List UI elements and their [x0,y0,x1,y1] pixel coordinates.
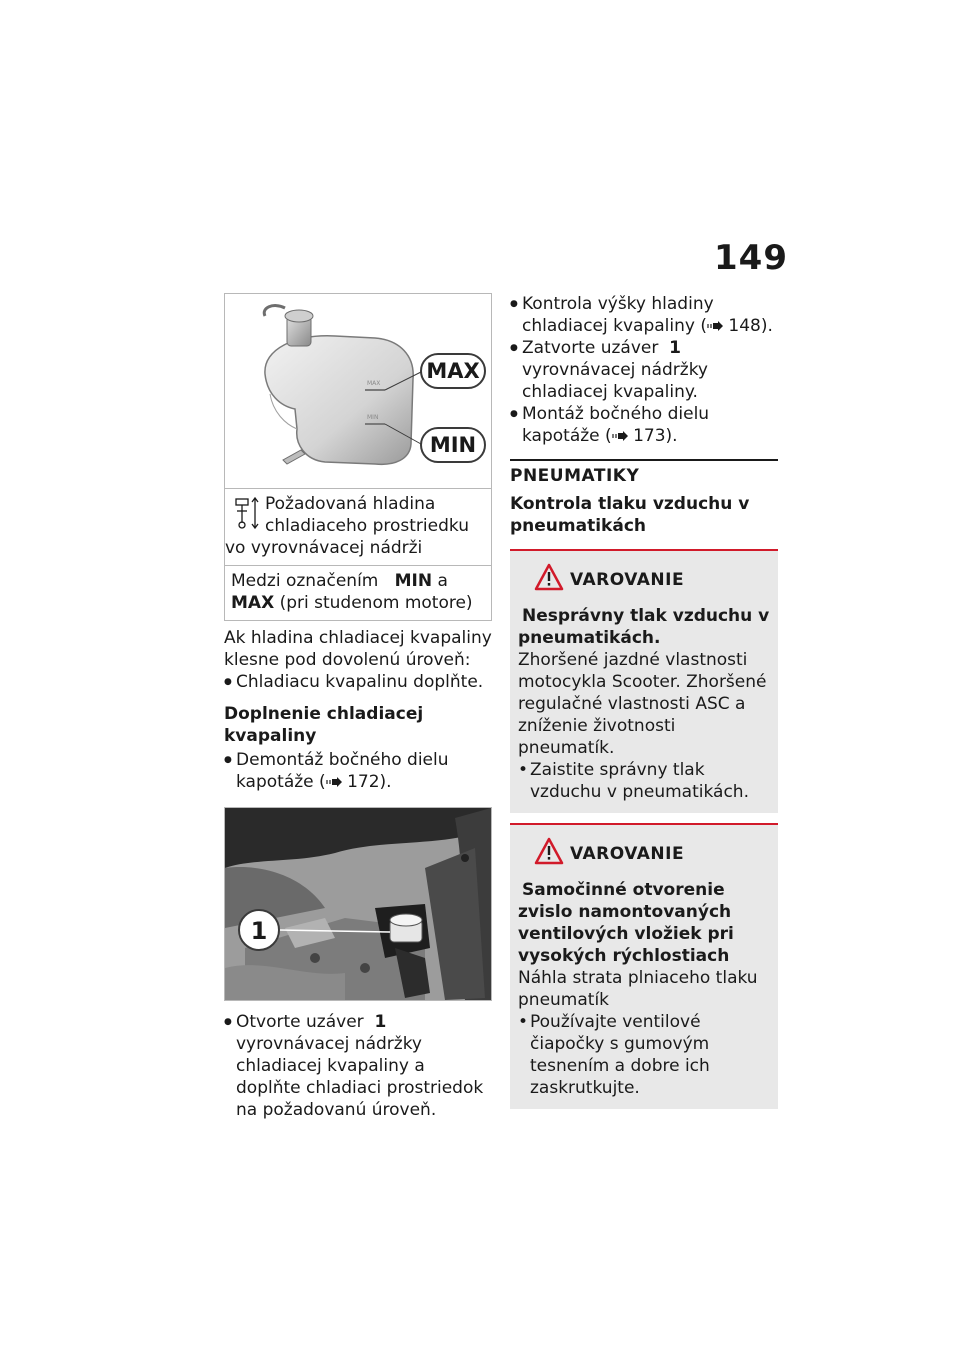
reference-link-173[interactable]: 173 [633,426,666,446]
bullet-close-text: ● Zatvorte uzáver 1 vyrovnávacej nádržky chladiacej kvapaliny. [522,338,708,402]
bullet-mount-panel [510,403,778,447]
spec-heading-line3: vo vyrovnávacej nádrži [225,538,423,558]
bullet-refill-text: ● Chladiacu kvapalinu doplňte. [236,672,484,692]
spec-heading-row [225,489,491,565]
warning-triangle-icon [534,837,564,865]
warning-header [518,563,770,595]
spec-heading-line1: Požadovaná hladina [265,494,436,514]
warning-triangle-icon [534,563,564,591]
coolant-level-spec-table [224,489,492,621]
warning-title: Samočinné otvorenie zvislo namontovaných ventilových vložiek pri vysokých rýchlostiach [518,880,734,966]
bullet-close-cap [510,337,778,403]
warning-bullet-text: • Používajte ventilové čiapočky s gumovým tesnením a dobre ich zaskrutkujte. [530,1012,710,1098]
bullet-mount-text: ● Montáž bočného dielu kapotáže ( 173). [522,404,710,446]
warning-body: Náhla strata plniaceho tlaku pneumatík [518,968,758,1010]
spec-value-pre: Medzi označením [231,571,379,591]
coolant-reservoir-illustration [225,294,491,488]
refill-subheading: Doplnenie chladiacej kvapaliny [224,704,424,746]
spec-value-mid: a [437,571,448,591]
spec-value-min: MIN [394,571,433,591]
spec-value-post: (pri studenom motore) [279,593,473,613]
warning-label: VAROVANIE [570,570,685,590]
warning-bullet [518,759,770,803]
bullet-refill-coolant [224,671,492,693]
page-reference-arrow-icon [612,431,628,441]
max-callout-label: MAX [426,359,480,383]
bullet-open-text: ● Otvorte uzáver 1 vyrovnávacej nádržky chladiacej kvapaliny a doplňte chladiaci prostriedok na požadovanú úroveň. [236,1012,484,1120]
reference-link-148[interactable]: 148 [728,316,761,336]
section-subtitle: Kontrola tlaku vzduchu v pneumatikách [510,494,750,536]
section-divider [510,459,778,461]
right-column [510,293,778,1109]
warning-body: Zhoršené jazdné vlastnosti motocykla Scooter. Zhoršené regulačné vlastnosti ASC a zníženie životnosti pneumatík. [518,650,767,758]
bullet-check-level [510,293,778,337]
warning-box-valve-inserts [510,823,778,1109]
page-reference-arrow-icon [326,777,342,787]
warning-box-tire-pressure [510,549,778,813]
coolant-cap-figure [224,807,492,1001]
section-title: PNEUMATIKY [510,466,640,486]
coolant-cap-photo [225,808,491,1000]
warning-title: Nesprávny tlak vzduchu v pneumatikách. [518,606,770,648]
callout-1-label: 1 [250,917,268,945]
warning-bullet-text: • Zaistite správny tlak vzduchu v pneumatikách. [530,760,749,802]
bullet-check-text: ● Kontrola výšky hladiny chladiacej kvapaliny ( 148). [522,294,773,336]
spec-value-max: MAX [231,593,275,613]
spec-heading-line2: chladiaceho prostriedku [265,516,469,536]
left-column [224,293,492,1121]
fluid-level-icon [233,493,263,533]
coolant-reservoir-figure [224,293,492,489]
page-reference-arrow-icon [707,321,723,331]
bullet-open-cap [224,1011,492,1121]
warning-label: VAROVANIE [570,844,685,864]
svg-text:MAX: MAX [367,380,381,387]
warning-bullet [518,1011,770,1099]
bullet-remove-panel [224,749,492,793]
reference-link-172[interactable]: 172 [347,772,380,792]
intro-paragraph: Ak hladina chladiacej kvapaliny klesne pod dovolenú úroveň: [224,628,492,670]
page-number: 149 [714,238,788,278]
svg-text:MIN: MIN [367,414,379,421]
warning-header [518,837,770,869]
spec-value-row [225,565,491,620]
bullet-remove-text: ● Demontáž bočného dielu kapotáže ( 172). [236,750,449,792]
min-callout-label: MIN [429,433,477,457]
